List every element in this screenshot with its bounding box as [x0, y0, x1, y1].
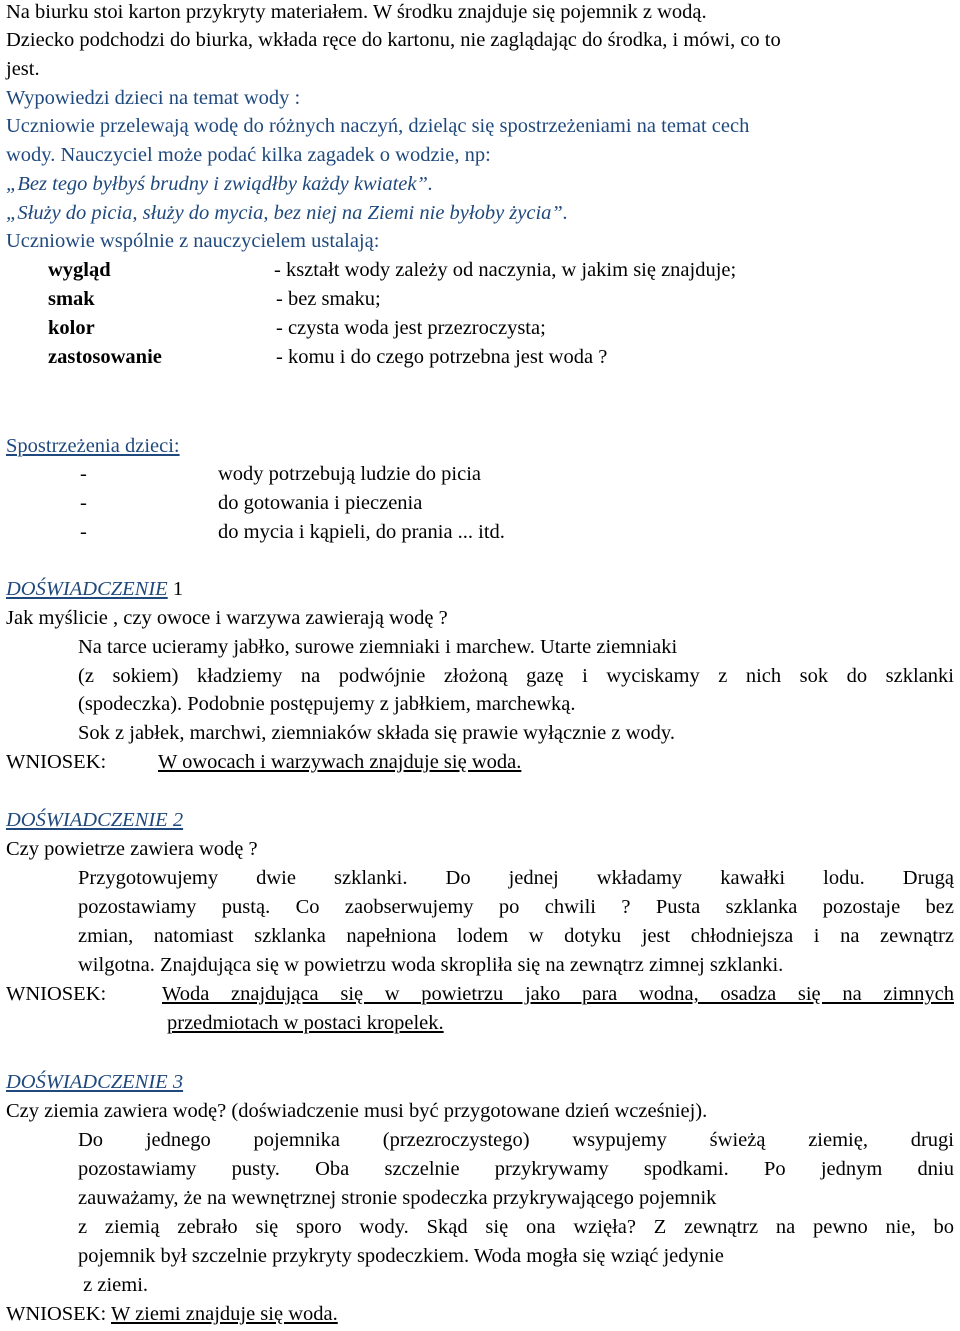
conclusion-text: Woda znajdująca się w powietrzu jako para wodna, osadza się na zimnych — [162, 983, 954, 1005]
feature-row — [48, 256, 737, 285]
intro-line-5: Uczniowie przelewają wodę do różnych naczyń, dzieląc się spostrzeżeniami na temat cech — [6, 115, 750, 137]
experiment-1-title: DOŚWIADCZENIE 1 — [6, 578, 184, 600]
intro-line-4: Wypowiedzi dzieci na temat wody : — [6, 87, 301, 109]
feature-term: wygląd — [48, 259, 111, 281]
experiment-3-line-2: pozostawiamy pusty. Oba szczelnie przykrywamy spodkami. Po jednym dniu — [78, 1158, 954, 1180]
experiment-1-question: Jak myślicie , czy owoce i warzywa zawierają wodę ? — [6, 607, 448, 629]
riddle-1: „Bez tego byłbyś brudny i zwiądłby każdy kwiatek”. — [6, 173, 434, 195]
experiment-2-line-4: wilgotna. Znajdująca się w powietrzu woda skropliła się na zewnątrz zimnej szklanki. — [78, 954, 784, 976]
experiment-2-conclusion — [0, 980, 960, 1009]
observation-text: do gotowania i pieczenia — [218, 492, 423, 514]
feature-row — [48, 314, 546, 343]
feature-desc: - bez smaku; — [276, 288, 381, 310]
experiment-2-conclusion-line-2: przedmiotach w postaci kropelek. — [167, 1012, 444, 1034]
experiment-1-line-2: (z sokiem) kładziemy na podwójnie złożoną gazę i wyciskamy z nich sok do szklanki — [78, 665, 954, 687]
experiment-1-line-3: (spodeczka). Podobnie postępujemy z jabłkiem, marchewką. — [78, 693, 576, 715]
observation-item — [0, 518, 960, 547]
experiment-3-conclusion — [6, 1300, 338, 1329]
experiment-1-conclusion — [6, 748, 522, 777]
experiment-3-question: Czy ziemia zawiera wodę? (doświadczenie musi być przygotowane dzień wcześniej). — [6, 1100, 708, 1122]
intro-line-1: Na biurku stoi karton przykryty materiałem. W środku znajduje się pojemnik z wodą. — [6, 1, 707, 23]
experiment-3-line-3: zauważamy, że na wewnętrznej stronie spodeczka przykrywającego pojemnik — [78, 1187, 717, 1209]
conclusion-text: W owocach i warzywach znajduje się woda. — [158, 751, 522, 773]
conclusion-text: W ziemi znajduje się woda. — [110, 1303, 338, 1325]
experiment-3-title: DOŚWIADCZENIE 3 — [6, 1071, 184, 1093]
experiment-2-title: DOŚWIADCZENIE 2 — [6, 809, 184, 831]
experiment-3-line-5: pojemnik był szczelnie przykryty spodeczkiem. Woda mogła się wziąć jedynie — [78, 1245, 724, 1267]
feature-term: smak — [48, 288, 95, 310]
observation-item — [0, 460, 960, 489]
conclusion-label: WNIOSEK: — [6, 1303, 107, 1325]
riddle-2: „Służy do picia, służy do mycia, bez niej na Ziemi nie byłoby życia”. — [6, 202, 568, 224]
observation-item — [0, 489, 960, 518]
dash: - — [80, 521, 87, 543]
experiment-3-line-6: z ziemi. — [78, 1274, 149, 1296]
conclusion-label: WNIOSEK: — [6, 751, 107, 773]
intro-line-6: wody. Nauczyciel może podać kilka zagadek o wodzie, np: — [6, 144, 491, 166]
experiment-2-question: Czy powietrze zawiera wodę ? — [6, 838, 258, 860]
feature-term: zastosowanie — [48, 346, 162, 368]
intro-line-9: Uczniowie wspólnie z nauczycielem ustalają: — [6, 230, 380, 252]
experiment-2-line-2: pozostawiamy pustą. Co zaobserwujemy po chwili ? Pusta szklanka pozostaje bez — [78, 896, 954, 918]
experiment-3-line-1: Do jednego pojemnika (przezroczystego) wsypujemy świeżą ziemię, drugi — [78, 1129, 954, 1151]
experiment-3-line-4: z ziemią zebrało się sporo wody. Skąd się ona wzięła? Z zewnątrz na pewno nie, bo — [78, 1216, 954, 1238]
dash: - — [80, 492, 87, 514]
feature-desc: - czysta woda jest przezroczysta; — [276, 317, 546, 339]
feature-row — [48, 343, 608, 372]
experiment-1-line-4: Sok z jabłek, marchwi, ziemniaków składa się prawie wyłącznie z wody. — [78, 722, 675, 744]
feature-desc: - kształt wody zależy od naczynia, w jakim się znajduje; — [274, 259, 737, 281]
feature-row — [48, 285, 381, 314]
intro-line-2: Dziecko podchodzi do biurka, wkłada ręce do kartonu, nie zaglądając do środka, i mówi, co to — [6, 29, 781, 51]
feature-desc: - komu i do czego potrzebna jest woda ? — [276, 346, 608, 368]
observations-heading: Spostrzeżenia dzieci: — [6, 435, 180, 457]
feature-term: kolor — [48, 317, 95, 339]
experiment-2-line-1: Przygotowujemy dwie szklanki. Do jednej wkładamy kawałki lodu. Drugą — [78, 867, 954, 889]
intro-line-3: jest. — [6, 58, 40, 80]
experiment-2-line-3: zmian, natomiast szklanka napełniona lodem w dotyku jest chłodniejsza i na zewnątrz — [78, 925, 954, 947]
dash: - — [80, 463, 87, 485]
experiment-1-line-1: Na tarce ucieramy jabłko, surowe ziemniaki i marchew. Utarte ziemniaki — [78, 636, 678, 658]
observation-text: wody potrzebują ludzie do picia — [218, 463, 481, 485]
conclusion-label: WNIOSEK: — [6, 983, 107, 1005]
observation-text: do mycia i kąpieli, do prania ... itd. — [218, 521, 505, 543]
